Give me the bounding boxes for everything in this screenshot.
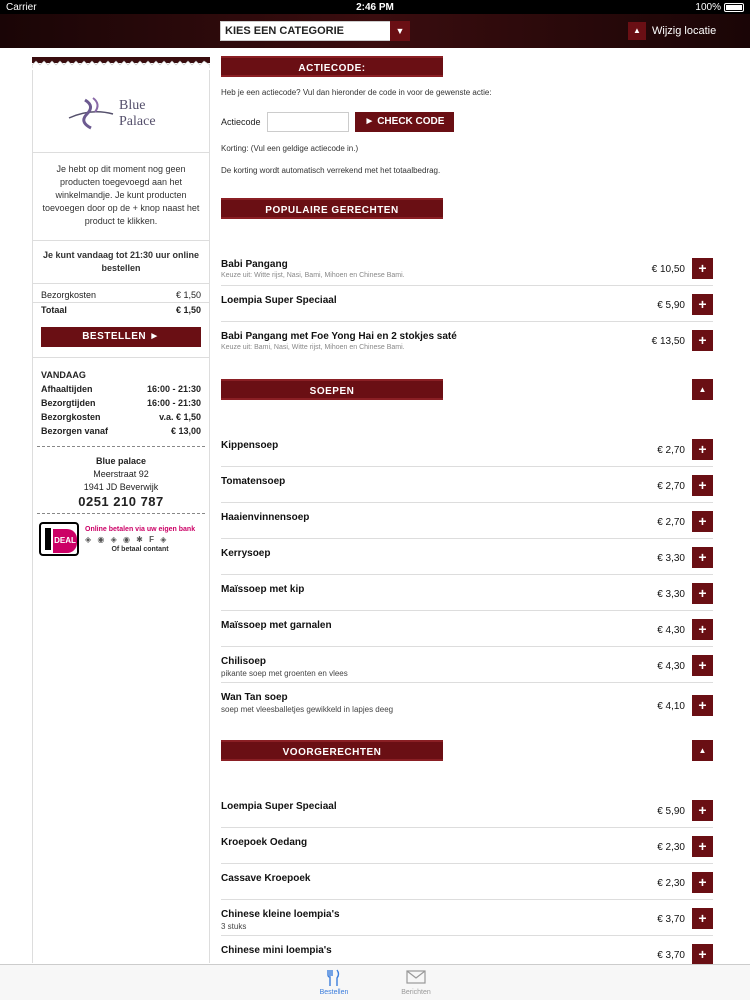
add-to-cart-button[interactable]: + [692, 475, 713, 496]
add-to-cart-button[interactable]: + [692, 872, 713, 893]
today-title: VANDAAG [41, 370, 86, 380]
menu-item: Babi Pangang Keuze uit: Witte rijst, Nasi, Bami, Mihoen en Chinese Bami. € 10,50 + [221, 250, 713, 286]
tab-order-label: Bestellen [319, 989, 349, 996]
status-bar [0, 0, 750, 14]
bank-logos: ◈ ◉ ◈ ◉ ✱ F ◈ [85, 534, 169, 544]
add-to-cart-button[interactable]: + [692, 511, 713, 532]
menu-item: Wan Tan soep soep met vleesballetjes gewikkeld in lapjes deeg € 4,10 + [221, 683, 713, 723]
envelope-icon [406, 969, 426, 989]
menu-item: Kroepoek Oedang € 2,30 + [221, 828, 713, 864]
street: Meerstraat 92 [93, 469, 149, 479]
order-button[interactable]: BESTELLEN ► [41, 327, 201, 347]
discount-note: De korting wordt automatisch verrekend met het totaalbedrag. [221, 166, 441, 175]
ideal-logo-icon: DEAL [39, 522, 79, 556]
menu-list-popular [221, 250, 713, 358]
menu-item: Chinese kleine loempia's 3 stuks € 3,70 + [221, 900, 713, 936]
menu-item: Kerrysoep € 3,30 + [221, 539, 713, 575]
promo-code-label: Actiecode [221, 117, 261, 127]
online-payment-text: Online betalen via uw eigen bank [85, 525, 196, 533]
clock: 2:46 PM [356, 1, 394, 13]
delivery-cost-row: Bezorgkosten € 1,50 [33, 288, 209, 303]
tab-bar [0, 964, 750, 1000]
hours-row: Bezorgtijden 16:00 - 21:30 [41, 398, 201, 408]
battery-percent: 100% [695, 1, 721, 13]
add-to-cart-button[interactable]: + [692, 583, 713, 604]
carrier-label: Carrier [6, 1, 37, 13]
arrow-up-icon: ▲ [628, 22, 646, 40]
hours-row: Bezorgen vanaf € 13,00 [41, 426, 201, 436]
menu-item: Chilisoep pikante soep met groenten en vlees € 4,30 + [221, 647, 713, 683]
add-to-cart-button[interactable]: + [692, 800, 713, 821]
phone-number[interactable]: 0251 210 787 [78, 494, 164, 509]
brand-logo [61, 92, 181, 140]
add-to-cart-button[interactable]: + [692, 330, 713, 351]
city: 1941 JD Beverwijk [83, 482, 159, 492]
hours-row: Bezorgkosten v.a. € 1,50 [41, 412, 201, 422]
tab-order[interactable] [308, 965, 360, 1000]
add-to-cart-button[interactable]: + [692, 655, 713, 676]
menu-list-soups [221, 431, 713, 723]
logo-mark-icon [65, 94, 117, 134]
check-code-button[interactable]: ► CHECK CODE [355, 112, 455, 132]
category-select[interactable] [220, 21, 410, 41]
menu-item: Kippensoep € 2,70 + [221, 431, 713, 467]
hours-row: Afhaaltijden 16:00 - 21:30 [41, 384, 201, 394]
address-block [33, 455, 209, 494]
menu-item: Cassave Kroepoek € 2,30 + [221, 864, 713, 900]
menu-item: Tomatensoep € 2,70 + [221, 467, 713, 503]
chevron-down-icon: ▼ [390, 21, 410, 41]
torn-edge [32, 56, 210, 68]
add-to-cart-button[interactable]: + [692, 908, 713, 929]
section-title-popular: POPULAIRE GERECHTEN [221, 198, 443, 219]
category-select-value: KIES EEN CATEGORIE [225, 25, 344, 37]
menu-item: Loempia Super Speciaal € 5,90 + [221, 792, 713, 828]
main-content [221, 48, 713, 964]
discount-text: Korting: (Vul een geldige actiecode in.) [221, 144, 359, 153]
collapse-toggle[interactable]: ▲ [692, 740, 713, 761]
brand-name: Blue Palace [119, 98, 156, 129]
add-to-cart-button[interactable]: + [692, 695, 713, 716]
promo-title: ACTIECODE: [221, 56, 443, 77]
add-to-cart-button[interactable]: + [692, 619, 713, 640]
add-to-cart-button[interactable]: + [692, 439, 713, 460]
add-to-cart-button[interactable]: + [692, 547, 713, 568]
add-to-cart-button[interactable]: + [692, 944, 713, 964]
promo-code-input[interactable] [267, 112, 349, 132]
menu-item: Loempia Super Speciaal € 5,90 + [221, 286, 713, 322]
tab-messages[interactable] [390, 965, 442, 1000]
promo-code-row [221, 112, 454, 132]
tab-messages-label: Berichten [401, 989, 431, 996]
total-row: Totaal € 1,50 [41, 305, 201, 315]
menu-list-starters [221, 792, 713, 964]
restaurant-name: Blue palace [95, 456, 147, 466]
menu-item: Haaienvinnensoep € 2,70 + [221, 503, 713, 539]
empty-cart-message: Je hebt op dit moment nog geen producten toegevoegd aan het winkelmandje. Je kunt producten toevoegen door op de + knop naast het product te klikken. [42, 164, 200, 226]
change-location-label: Wijzig locatie [652, 25, 717, 37]
add-to-cart-button[interactable]: + [692, 258, 713, 279]
top-bar [0, 14, 750, 48]
menu-item: Babi Pangang met Foe Yong Hai en 2 stokjes saté Keuze uit: Bami, Nasi, Witte rijst, Mihoen en Chinese Bami. € 13,50 + [221, 322, 713, 358]
section-title-soups: SOEPEN [221, 379, 443, 400]
sidebar [32, 70, 210, 963]
promo-intro: Heb je een actiecode? Vul dan hieronder de code in voor de gewenste actie: [221, 88, 492, 97]
add-to-cart-button[interactable]: + [692, 294, 713, 315]
menu-item: Chinese mini loempia's € 3,70 + [221, 936, 713, 964]
cash-payment-text: Of betaal contant [111, 545, 169, 553]
menu-item: Maïssoep met kip € 3,30 + [221, 575, 713, 611]
collapse-toggle[interactable]: ▲ [692, 379, 713, 400]
change-location-button[interactable] [628, 20, 716, 42]
section-title-starters: VOORGERECHTEN [221, 740, 443, 761]
menu-item: Maïssoep met garnalen € 4,30 + [221, 611, 713, 647]
cutlery-icon [327, 969, 341, 989]
order-until-message: Je kunt vandaag tot 21:30 uur online bestellen [42, 250, 200, 273]
payment-info [33, 522, 209, 556]
add-to-cart-button[interactable]: + [692, 836, 713, 857]
